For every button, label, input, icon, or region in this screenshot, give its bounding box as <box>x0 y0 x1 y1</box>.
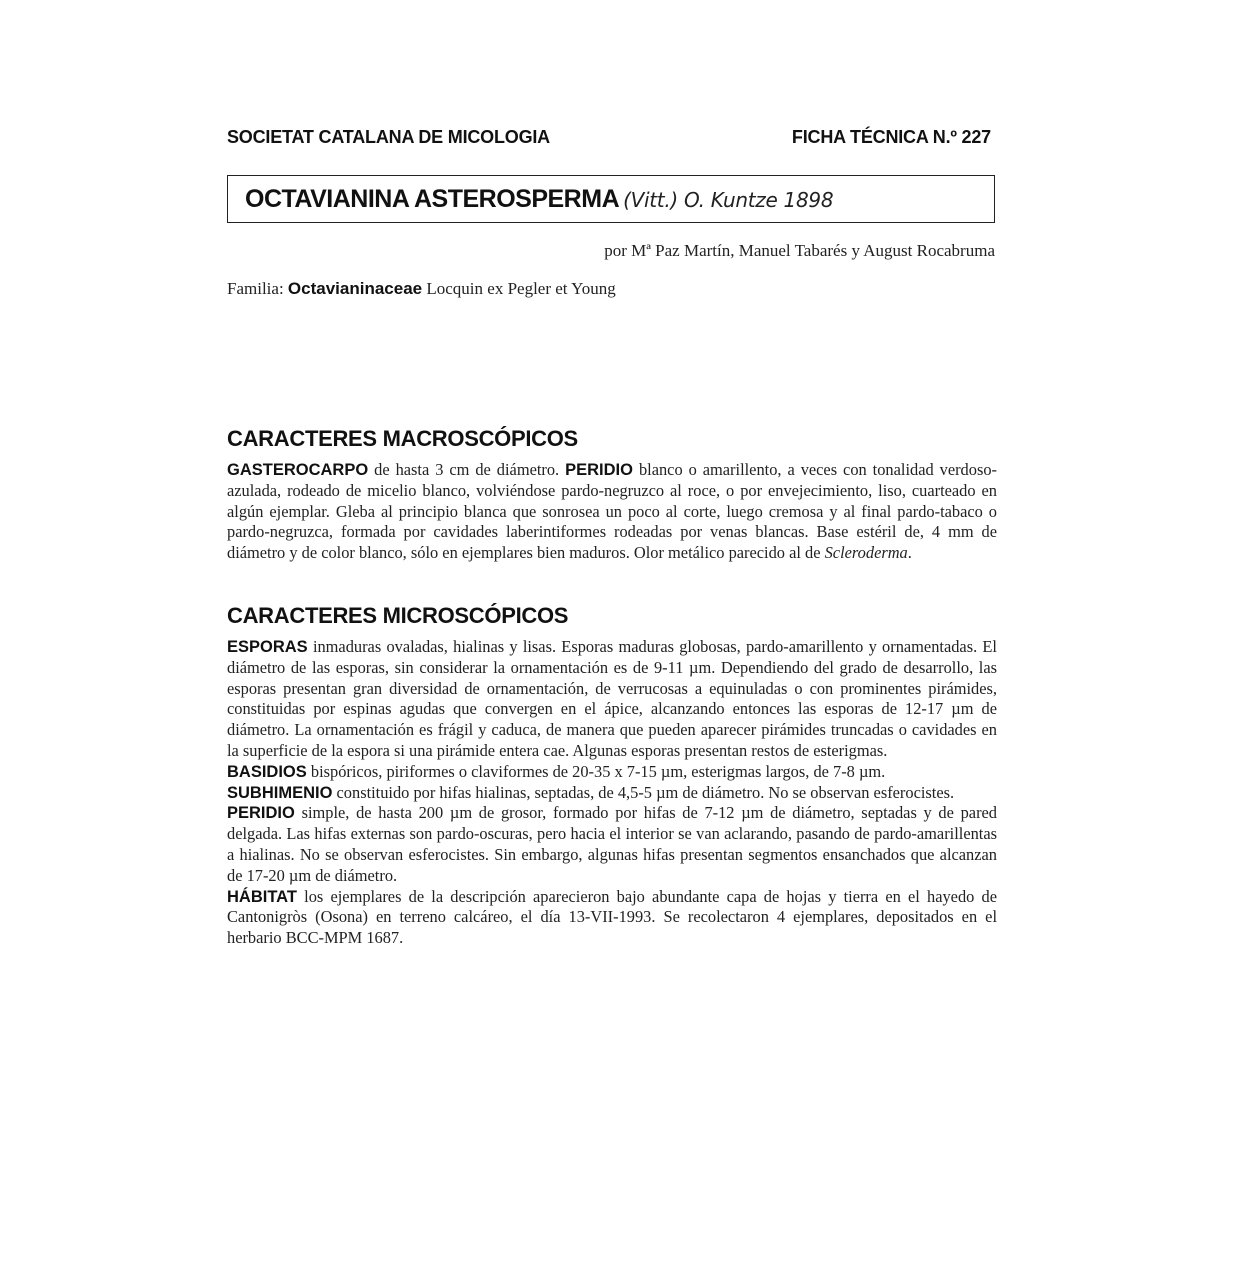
keyword-peridio: PERIDIO <box>565 461 633 479</box>
micro-paragraph-subhimenio <box>227 783 997 804</box>
micro-paragraph-basidios <box>227 762 997 783</box>
family-authority: Locquin ex Pegler et Young <box>426 279 616 298</box>
micro-paragraph-habitat <box>227 887 997 949</box>
family-label: Familia: <box>227 279 284 298</box>
species-title-box <box>227 175 995 223</box>
habitat-text: los ejemplares de la descripción aparecieron bajo abundante capa de hojas y tierra en el hayedo de Cantonigròs (Osona) en terreno calcáreo, el día 13-VII-1993. Se recolectaron 4 ejemplares, depositados en el herbario BCC-MPM 1687. <box>227 886 997 948</box>
authors-byline: por Mª Paz Martín, Manuel Tabarés y August Rocabruma <box>604 241 995 260</box>
keyword-peridio-micro: PERIDIO <box>227 804 295 823</box>
keyword-habitat: HÁBITAT <box>227 887 297 906</box>
family-line <box>227 279 616 299</box>
keyword-esporas: ESPORAS <box>227 638 308 656</box>
species-author: (Vitt.) O. Kuntze 1898 <box>623 188 834 212</box>
species-name: OCTAVIANINA ASTEROSPERMA <box>245 185 620 213</box>
keyword-basidios: BASIDIOS <box>227 762 307 781</box>
genus-name: Scleroderma <box>824 543 908 563</box>
macro-section-title: CARACTERES MACROSCÓPICOS <box>227 426 578 451</box>
subhimenio-text: constituido por hifas hialinas, septadas, de 4,5-5 µm de diámetro. No se observan esferocistes. <box>336 782 955 802</box>
micro-paragraph-esporas <box>227 637 997 762</box>
keyword-subhimenio: SUBHIMENIO <box>227 783 333 802</box>
macro-text-1: de hasta 3 cm de diámetro. <box>374 460 560 479</box>
macro-text-2: blanco o amarillento, a veces con tonalidad verdoso-azulada, rodeado de micelio blanco, volviéndose pardo-negruzco al roce, o por envejecimiento, liso, cuarteado en algún ejemplar. Gleba al principio blanca que sonrosea un poco al corte, luego cremosa y al final pardo-tabaco o pardo-negruzca, formada por cavidades laberintiformes rodeadas por venas blancas. Base estéril de, 4 mm de diámetro y de color blanco, sólo en ejemplares bien maduros. Olor metálico parecido al de <box>227 460 997 563</box>
macro-section-body <box>227 460 997 564</box>
basidios-text: bispóricos, piriformes o claviformes de 20-35 x 7-15 µm, esterigmas largos, de 7-8 µm. <box>310 761 886 781</box>
micro-section-body <box>227 637 997 949</box>
micro-section-title: CARACTERES MICROSCÓPICOS <box>227 603 569 628</box>
society-name: SOCIETAT CATALANA DE MICOLOGIA <box>227 127 550 147</box>
macro-paragraph <box>227 460 997 564</box>
family-name: Octavianinaceae <box>287 279 423 298</box>
keyword-gasterocarpo: GASTEROCARPO <box>227 461 369 479</box>
macro-text-end: . <box>907 543 912 563</box>
micro-paragraph-peridio <box>227 803 997 886</box>
sheet-number: FICHA TÉCNICA N.º 227 <box>791 127 991 147</box>
peridio-text: simple, de hasta 200 µm de grosor, formado por hifas de 7-12 µm de diámetro, septadas y de pared delgada. Las hifas externas son pardo-oscuras, pero hacia el interior se van aclarando, pasando de pardo-amarillentas a hialinas. No se observan esferocistes. Sin embargo, algunas hifas presentan segmentos ensanchados que alcanzan de 17-20 µm de diámetro. <box>227 803 997 885</box>
esporas-text: inmaduras ovaladas, hialinas y lisas. Esporas maduras globosas, pardo-amarillento y ornamentadas. El diámetro de las esporas, sin considerar la ornamentación es de 9-11 µm. Dependiendo del grado de desarrollo, las esporas presentan gran diversidad de ornamentación, de verrucosas a equinuladas o con prominentes pirámides, constituidas por espinas agudas que convergen en el ápice, alcanzando entonces las esporas de 12-17 µm de diámetro. La ornamentación es frágil y caduca, de manera que pueden aparecer pirámides truncadas o cavidades en la superficie de la espora si una pirámide entera cae. Algunas esporas presentan restos de esterigmas. <box>227 637 997 760</box>
